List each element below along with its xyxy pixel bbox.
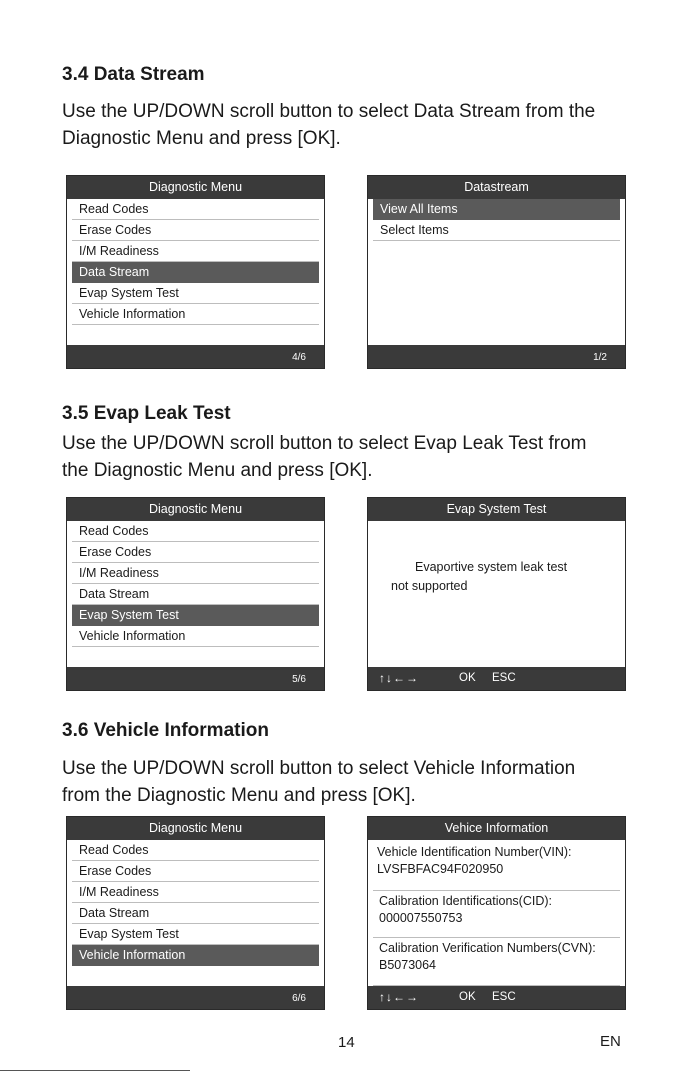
menu-item-read-codes[interactable]: Read Codes	[72, 199, 319, 220]
menu-item-evap-system-test[interactable]: Evap System Test	[72, 283, 319, 304]
menu-item-vehicle-information[interactable]: Vehicle Information	[72, 945, 319, 966]
divider	[373, 937, 620, 938]
cid-value: 000007550753	[379, 911, 463, 925]
menu-item-vehicle-information[interactable]: Vehicle Information	[72, 626, 319, 647]
language-code: EN	[600, 1033, 621, 1050]
menu-item-erase-codes[interactable]: Erase Codes	[72, 861, 319, 882]
menu-list	[72, 521, 319, 668]
arrow-keys-icon: ↑↓←→	[379, 990, 419, 1004]
screen-title: Evap System Test	[368, 498, 625, 521]
text-line: Diagnostic Menu and press [OK].	[62, 128, 341, 149]
screen-footer	[368, 345, 625, 368]
page-indicator: 5/6	[292, 674, 306, 685]
message-line: Evaportive system leak test	[415, 560, 568, 574]
screen-title: Diagnostic Menu	[67, 498, 324, 521]
page-indicator: 4/6	[292, 352, 306, 363]
vin-label: Vehicle Identification Number(VIN):	[377, 845, 572, 859]
datastream-screen	[367, 175, 626, 369]
page-number: 14	[338, 1034, 355, 1051]
menu-item-empty	[72, 647, 319, 668]
screen-footer	[67, 986, 324, 1009]
section-text-data-stream	[62, 98, 662, 152]
menu-item-erase-codes[interactable]: Erase Codes	[72, 542, 319, 563]
esc-key-label: ESC	[492, 991, 516, 1003]
menu-item-read-codes[interactable]: Read Codes	[72, 521, 319, 542]
section-text-evap-leak-test	[62, 430, 662, 484]
screen-title: Datastream	[368, 176, 625, 199]
menu-item-data-stream[interactable]: Data Stream	[72, 903, 319, 924]
menu-item-im-readiness[interactable]: I/M Readiness	[72, 241, 319, 262]
menu-item-im-readiness[interactable]: I/M Readiness	[72, 563, 319, 584]
vehicle-information-screen	[367, 816, 626, 1010]
page-indicator: 1/2	[593, 352, 607, 363]
arrow-keys-icon: ↑↓←→	[379, 671, 419, 685]
divider	[373, 890, 620, 891]
menu-item-data-stream[interactable]: Data Stream	[72, 584, 319, 605]
menu-list	[72, 199, 319, 346]
screen-footer	[368, 986, 625, 1009]
menu-item-empty	[72, 325, 319, 346]
footer-rule	[0, 1070, 190, 1071]
vin-value: LVSFBFAC94F020950	[377, 862, 504, 876]
screen-title: Diagnostic Menu	[67, 817, 324, 840]
section-heading-evap-leak-test: 3.5 Evap Leak Test	[62, 403, 231, 424]
cid-block	[379, 893, 617, 927]
screen-footer	[368, 667, 625, 690]
text-line: from the Diagnostic Menu and press [OK].	[62, 785, 416, 806]
cid-label: Calibration Identifications(CID):	[379, 894, 552, 908]
menu-item-view-all-items[interactable]: View All Items	[373, 199, 620, 220]
text-line: Use the UP/DOWN scroll button to select Data Stream from the	[62, 101, 596, 122]
section-heading-vehicle-information: 3.6 Vehicle Information	[62, 720, 269, 741]
menu-item-im-readiness[interactable]: I/M Readiness	[72, 882, 319, 903]
page-indicator: 6/6	[292, 993, 306, 1004]
menu-item-select-items[interactable]: Select Items	[373, 220, 620, 241]
screen-footer	[67, 345, 324, 368]
menu-list	[373, 199, 620, 241]
text-line: the Diagnostic Menu and press [OK].	[62, 460, 373, 481]
evap-message	[391, 558, 611, 596]
menu-item-data-stream[interactable]: Data Stream	[72, 262, 319, 283]
cvn-block	[379, 940, 617, 974]
menu-item-read-codes[interactable]: Read Codes	[72, 840, 319, 861]
cvn-label: Calibration Verification Numbers(CVN):	[379, 941, 596, 955]
menu-list	[72, 840, 319, 987]
message-line: not supported	[391, 579, 468, 593]
screen-title: Diagnostic Menu	[67, 176, 324, 199]
ok-key-label: OK	[459, 991, 476, 1003]
text-line: Use the UP/DOWN scroll button to select Evap Leak Test from	[62, 433, 587, 454]
screen-footer	[67, 667, 324, 690]
menu-item-empty	[72, 966, 319, 987]
screen-title: Vehice Information	[368, 817, 625, 840]
esc-key-label: ESC	[492, 672, 516, 684]
menu-item-vehicle-information[interactable]: Vehicle Information	[72, 304, 319, 325]
diagnostic-menu-screen-datastream	[66, 175, 325, 369]
diagnostic-menu-screen-evap	[66, 497, 325, 691]
ok-key-label: OK	[459, 672, 476, 684]
menu-item-erase-codes[interactable]: Erase Codes	[72, 220, 319, 241]
evap-system-test-screen	[367, 497, 626, 691]
section-heading-data-stream: 3.4 Data Stream	[62, 64, 205, 85]
diagnostic-menu-screen-vehinfo	[66, 816, 325, 1010]
vin-block	[377, 844, 617, 878]
menu-item-evap-system-test[interactable]: Evap System Test	[72, 605, 319, 626]
menu-item-evap-system-test[interactable]: Evap System Test	[72, 924, 319, 945]
text-line: Use the UP/DOWN scroll button to select Vehicle Information	[62, 758, 576, 779]
section-text-vehicle-information	[62, 755, 662, 809]
cvn-value: B5073064	[379, 958, 437, 972]
